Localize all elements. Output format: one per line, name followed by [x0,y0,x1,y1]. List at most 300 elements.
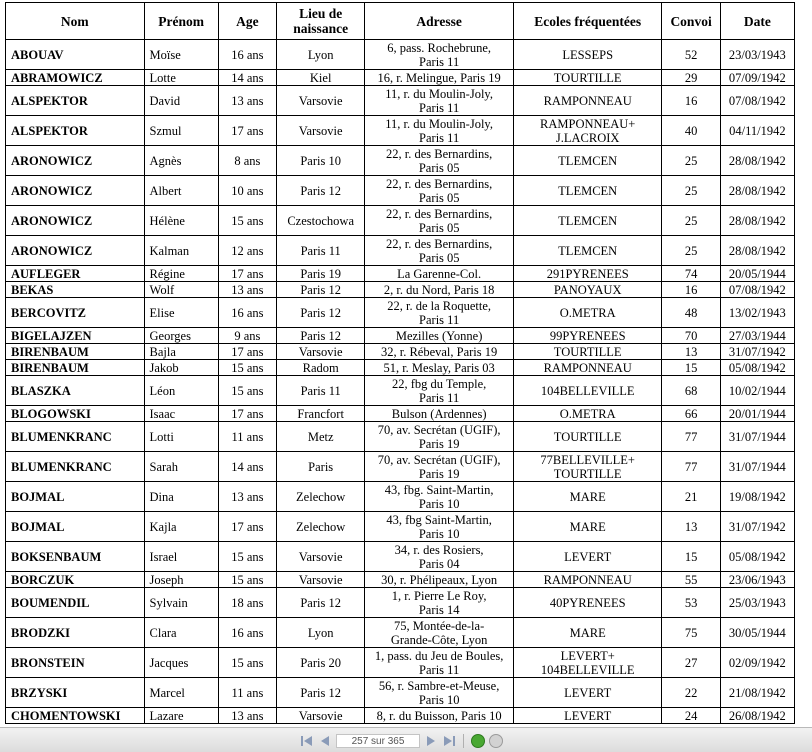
toolbar-separator [463,734,464,748]
cell-ecoles [513,344,662,360]
cell-age: 10 ans [218,176,276,206]
cell-age: 17 ans [218,512,276,542]
cell-ecoles [513,70,662,86]
cell-ecoles [513,512,662,542]
cell-adresse-line: Mezilles (Yonne) [395,328,483,343]
cell-adresse [365,452,514,482]
table-row [6,328,795,344]
cell-nom: BRODZKI [6,618,145,648]
cell-lieu: Varsovie [277,116,365,146]
cell-adresse [365,482,514,512]
cell-ecoles [513,328,662,344]
cell-age: 12 ans [218,236,276,266]
cell-ecoles-line: 104BELLEVILLE [540,383,635,398]
table-row [6,618,795,648]
cell-adresse [365,298,514,328]
cell-lieu: Paris 12 [277,328,365,344]
cell-prenom: Léon [144,376,218,406]
cell-adresse [365,406,514,422]
cell-prenom: Clara [144,618,218,648]
cell-adresse [365,678,514,708]
cell-adresse-line: La Garenne-Col. [397,266,482,281]
cell-lieu: Kiel [277,70,365,86]
page-navigation [300,734,503,748]
cell-adresse-line: 51, r. Meslay, Paris 03 [383,360,495,375]
table-row [6,482,795,512]
cell-prenom: Georges [144,328,218,344]
cell-nom: BIRENBAUM [6,344,145,360]
cell-ecoles-line: RAMPONNEAU+ [540,116,636,131]
cell-nom: BORCZUK [6,572,145,588]
cell-nom: BIRENBAUM [6,360,145,376]
cell-adresse-line: Paris 11 [419,100,460,115]
cell-prenom: Marcel [144,678,218,708]
cell-prenom: Jacques [144,648,218,678]
cell-lieu: Lyon [277,618,365,648]
cell-nom: ARONOWICZ [6,206,145,236]
cell-date: 31/07/1944 [720,422,794,452]
cell-nom: ARONOWICZ [6,146,145,176]
column-header-lieu [277,3,365,40]
column-header-convoi: Convoi [662,3,720,40]
cell-prenom: Dina [144,482,218,512]
cell-adresse-line: 6, pass. Rochebrune, [387,40,492,55]
cell-adresse-line: 2, r. du Nord, Paris 18 [383,282,495,297]
table-row [6,298,795,328]
cell-ecoles [513,116,662,146]
cell-adresse-line: 22, fbg du Temple, [391,376,487,391]
cell-adresse-line: Paris 19 [418,436,460,451]
cell-convoi: 74 [662,266,720,282]
table-row [6,572,795,588]
table-row [6,452,795,482]
cell-convoi: 25 [662,176,720,206]
table-row [6,282,795,298]
cell-nom: CHOMENTOWSKI [6,708,145,724]
cell-date: 07/09/1942 [720,70,794,86]
cell-date: 27/03/1944 [720,328,794,344]
cell-ecoles-line: J.LACROIX [555,130,620,145]
cell-age: 11 ans [218,678,276,708]
cell-age: 15 ans [218,542,276,572]
cell-adresse [365,282,514,298]
cell-adresse-line: 43, fbg. Saint-Martin, [384,482,494,497]
cell-adresse-line: Paris 11 [419,54,460,69]
cell-nom: BLASZKA [6,376,145,406]
cell-ecoles [513,298,662,328]
cell-age: 16 ans [218,40,276,70]
cell-prenom: Lazare [144,708,218,724]
cell-adresse-line: 30, r. Phélipeaux, Lyon [381,572,498,587]
cell-date: 07/08/1942 [720,282,794,298]
cell-adresse [365,618,514,648]
cell-ecoles-line: 291PYRENEES [546,266,629,281]
table-row [6,70,795,86]
cell-age: 15 ans [218,648,276,678]
table-row [6,266,795,282]
page-number-field[interactable]: 257 sur 365 [336,734,420,748]
cell-age: 18 ans [218,588,276,618]
cell-adresse-line: 22, r. des Bernardins, [386,146,493,161]
cell-lieu: Varsovie [277,86,365,116]
cell-nom: BOJMAL [6,512,145,542]
deportees-table [5,2,795,724]
cell-age: 13 ans [218,282,276,298]
cell-adresse [365,70,514,86]
cell-ecoles-line: 99PYRENEES [549,328,626,343]
cell-date: 28/08/1942 [720,146,794,176]
cell-prenom: Kajla [144,512,218,542]
cell-prenom: Bajla [144,344,218,360]
cell-ecoles [513,406,662,422]
cell-convoi: 13 [662,344,720,360]
cell-lieu: Varsovie [277,708,365,724]
cell-adresse-line: 8, r. du Buisson, Paris 10 [376,708,502,723]
table-row [6,512,795,542]
cell-date: 26/08/1942 [720,708,794,724]
cell-adresse-line: Paris 14 [418,602,460,617]
cell-ecoles [513,360,662,376]
cell-adresse-line: 1, r. Pierre Le Roy, [391,588,487,603]
cell-adresse-line: 34, r. des Rosiers, [394,542,484,557]
cell-adresse [365,360,514,376]
cell-adresse-line: 32, r. Rébeval, Paris 19 [380,344,498,359]
cell-lieu: Varsovie [277,542,365,572]
cell-convoi: 70 [662,328,720,344]
cell-ecoles-line: PANOYAUX [553,282,622,297]
cell-age: 16 ans [218,298,276,328]
cell-prenom: Sylvain [144,588,218,618]
cell-lieu: Paris 11 [277,376,365,406]
cell-nom: ARONOWICZ [6,176,145,206]
cell-ecoles-line: MARE [569,625,606,640]
cell-date: 23/03/1943 [720,40,794,70]
cell-adresse-line: 70, av. Secrétan (UGIF), [377,422,501,437]
cell-age: 9 ans [218,328,276,344]
cell-adresse [365,116,514,146]
stop-icon[interactable] [489,734,503,748]
cell-nom: AUFLEGER [6,266,145,282]
cell-age: 8 ans [218,146,276,176]
table-row [6,406,795,422]
cell-ecoles [513,236,662,266]
column-header-ecoles: Ecoles fréquentées [513,3,662,40]
table-row [6,542,795,572]
cell-adresse [365,572,514,588]
cell-date: 04/11/1942 [720,116,794,146]
cell-adresse [365,708,514,724]
cell-convoi: 52 [662,40,720,70]
cell-lieu: Varsovie [277,344,365,360]
cell-ecoles-line: TOURTILLE [553,70,622,85]
cell-age: 15 ans [218,206,276,236]
cell-lieu: Czestochowa [277,206,365,236]
table-row [6,116,795,146]
table-row [6,86,795,116]
cell-date: 20/05/1944 [720,266,794,282]
cell-convoi: 66 [662,406,720,422]
table-row [6,236,795,266]
cell-date: 25/03/1943 [720,588,794,618]
cell-prenom: Elise [144,298,218,328]
cell-ecoles [513,376,662,406]
cell-date: 31/07/1942 [720,512,794,542]
cell-ecoles-line: TLEMCEN [558,213,618,228]
cell-prenom: Szmul [144,116,218,146]
column-header-lieu-line2: naissance [293,21,349,36]
cell-convoi: 75 [662,618,720,648]
cell-adresse-line: Paris 04 [418,556,460,571]
cell-ecoles [513,266,662,282]
cell-adresse-line: 22, r. des Bernardins, [386,206,493,221]
cell-adresse-line: Paris 11 [419,312,460,327]
cell-convoi: 29 [662,70,720,86]
cell-adresse-line: Paris 11 [419,390,460,405]
column-header-date: Date [720,3,794,40]
cell-adresse [365,328,514,344]
column-header-adresse: Adresse [365,3,514,40]
cell-ecoles-line: MARE [569,489,606,504]
cell-adresse-line: 22, r. des Bernardins, [386,176,493,191]
cell-nom: BRZYSKI [6,678,145,708]
cell-ecoles-line: LEVERT [564,685,612,700]
cell-ecoles [513,176,662,206]
cell-adresse-line: Paris 05 [418,220,460,235]
cell-lieu: Zelechow [277,512,365,542]
cell-age: 13 ans [218,86,276,116]
cell-ecoles [513,482,662,512]
cell-age: 15 ans [218,572,276,588]
cell-date: 13/02/1943 [720,298,794,328]
cell-convoi: 53 [662,588,720,618]
cell-lieu: Paris 19 [277,266,365,282]
cell-convoi: 15 [662,542,720,572]
cell-date: 31/07/1942 [720,344,794,360]
cell-age: 17 ans [218,266,276,282]
column-header-age: Age [218,3,276,40]
cell-age: 17 ans [218,116,276,146]
cell-nom: BLUMENKRANC [6,422,145,452]
table-row [6,678,795,708]
cell-prenom: David [144,86,218,116]
cell-adresse-line: 11, r. du Moulin-Joly, [385,116,493,131]
go-icon[interactable] [471,734,485,748]
cell-convoi: 25 [662,206,720,236]
cell-nom: BIGELAJZEN [6,328,145,344]
cell-convoi: 40 [662,116,720,146]
cell-lieu: Zelechow [277,482,365,512]
cell-ecoles-line: RAMPONNEAU [543,93,632,108]
table-row [6,344,795,360]
cell-age: 11 ans [218,422,276,452]
cell-lieu: Paris 12 [277,678,365,708]
cell-convoi: 16 [662,86,720,116]
cell-lieu: Paris [277,452,365,482]
cell-ecoles-line: TOURTILLE [553,429,622,444]
cell-date: 02/09/1942 [720,648,794,678]
cell-date: 05/08/1942 [720,542,794,572]
cell-adresse [365,588,514,618]
cell-lieu: Francfort [277,406,365,422]
cell-date: 20/01/1944 [720,406,794,422]
cell-age: 17 ans [218,344,276,360]
cell-ecoles [513,618,662,648]
cell-prenom: Isaac [144,406,218,422]
cell-prenom: Lotte [144,70,218,86]
cell-ecoles [513,648,662,678]
cell-lieu: Metz [277,422,365,452]
first-page-icon[interactable] [300,734,314,748]
header-row [6,3,795,40]
cell-adresse [365,376,514,406]
cell-adresse [365,512,514,542]
cell-ecoles [513,452,662,482]
viewer-toolbar [0,727,812,752]
cell-adresse-line: Paris 19 [418,466,460,481]
cell-convoi: 22 [662,678,720,708]
cell-prenom: Joseph [144,572,218,588]
cell-nom: BEKAS [6,282,145,298]
cell-adresse-line: 16, r. Melingue, Paris 19 [377,70,501,85]
cell-age: 17 ans [218,406,276,422]
cell-lieu: Paris 12 [277,176,365,206]
cell-ecoles-line: TLEMCEN [558,243,618,258]
cell-adresse-line: Paris 05 [418,190,460,205]
cell-prenom: Kalman [144,236,218,266]
cell-ecoles [513,40,662,70]
table-body [6,40,795,724]
cell-nom: ALSPEKTOR [6,116,145,146]
cell-lieu: Paris 11 [277,236,365,266]
table-row [6,146,795,176]
cell-date: 23/06/1943 [720,572,794,588]
cell-ecoles-line: TLEMCEN [558,153,618,168]
cell-adresse-line: Paris 10 [418,692,460,707]
cell-adresse-line: 70, av. Secrétan (UGIF), [377,452,501,467]
cell-date: 31/07/1944 [720,452,794,482]
cell-ecoles-line: LESSEPS [562,47,614,62]
cell-ecoles [513,588,662,618]
cell-ecoles-line: TLEMCEN [558,183,618,198]
cell-convoi: 13 [662,512,720,542]
cell-date: 28/08/1942 [720,236,794,266]
cell-age: 13 ans [218,482,276,512]
cell-age: 15 ans [218,360,276,376]
cell-ecoles-line: 77BELLEVILLE+ [540,452,635,467]
cell-date: 05/08/1942 [720,360,794,376]
cell-adresse [365,206,514,236]
cell-ecoles-line: TOURTILLE [553,466,622,481]
cell-adresse-line: 56, r. Sambre-et-Meuse, [378,678,500,693]
cell-adresse-line: 75, Montée-de-la- [394,618,485,633]
cell-ecoles [513,282,662,298]
cell-adresse [365,542,514,572]
cell-date: 10/02/1944 [720,376,794,406]
column-header-lieu-line1: Lieu de [299,6,343,21]
column-header-nom: Nom [6,3,145,40]
cell-lieu: Paris 12 [277,298,365,328]
cell-age: 14 ans [218,452,276,482]
cell-nom: ABRAMOWICZ [6,70,145,86]
table-row [6,40,795,70]
cell-ecoles-line: LEVERT+ [560,648,615,663]
cell-nom: BOJMAL [6,482,145,512]
cell-adresse-line: Paris 11 [419,662,460,677]
cell-adresse-line: Paris 05 [418,160,460,175]
cell-convoi: 48 [662,298,720,328]
cell-adresse-line: 43, fbg Saint-Martin, [386,512,492,527]
cell-convoi: 25 [662,236,720,266]
cell-adresse-line: Paris 11 [419,130,460,145]
cell-prenom: Agnès [144,146,218,176]
cell-prenom: Hélène [144,206,218,236]
cell-convoi: 16 [662,282,720,298]
table-row [6,206,795,236]
cell-adresse [365,236,514,266]
cell-lieu: Radom [277,360,365,376]
cell-ecoles-line: MARE [569,519,606,534]
table-row [6,588,795,618]
table-row [6,176,795,206]
last-page-icon[interactable] [442,734,456,748]
cell-prenom: Moïse [144,40,218,70]
cell-prenom: Régine [144,266,218,282]
next-page-icon[interactable] [424,734,438,748]
cell-convoi: 24 [662,708,720,724]
cell-convoi: 27 [662,648,720,678]
cell-prenom: Wolf [144,282,218,298]
cell-ecoles-line: O.METRA [559,305,616,320]
cell-lieu: Varsovie [277,572,365,588]
cell-ecoles [513,678,662,708]
cell-nom: BERCOVITZ [6,298,145,328]
cell-ecoles-line: RAMPONNEAU [543,360,632,375]
cell-adresse-line: 1, pass. du Jeu de Boules, [374,648,504,663]
cell-ecoles-line: TOURTILLE [553,344,622,359]
cell-lieu: Paris 12 [277,282,365,298]
cell-adresse-line: 11, r. du Moulin-Joly, [385,86,493,101]
cell-nom: ABOUAV [6,40,145,70]
cell-ecoles-line: 104BELLEVILLE [540,662,635,677]
cell-nom: BOKSENBAUM [6,542,145,572]
cell-prenom: Lotti [144,422,218,452]
cell-nom: BLUMENKRANC [6,452,145,482]
cell-adresse-line: 22, r. de la Roquette, [387,298,492,313]
cell-ecoles-line: LEVERT [564,549,612,564]
cell-adresse-line: Paris 10 [418,526,460,541]
cell-convoi: 55 [662,572,720,588]
cell-age: 15 ans [218,376,276,406]
cell-lieu: Paris 10 [277,146,365,176]
table-row [6,376,795,406]
cell-prenom: Jakob [144,360,218,376]
cell-ecoles-line: O.METRA [559,406,616,421]
cell-nom: BLOGOWSKI [6,406,145,422]
cell-convoi: 21 [662,482,720,512]
cell-date: 21/08/1942 [720,678,794,708]
previous-page-icon[interactable] [318,734,332,748]
cell-adresse [365,344,514,360]
cell-age: 13 ans [218,708,276,724]
column-header-prenom: Prénom [144,3,218,40]
cell-convoi: 77 [662,422,720,452]
cell-adresse [365,86,514,116]
cell-ecoles-line: RAMPONNEAU [543,572,632,587]
cell-ecoles-line: LEVERT [564,708,612,723]
cell-adresse [365,422,514,452]
cell-date: 30/05/1944 [720,618,794,648]
cell-date: 28/08/1942 [720,206,794,236]
